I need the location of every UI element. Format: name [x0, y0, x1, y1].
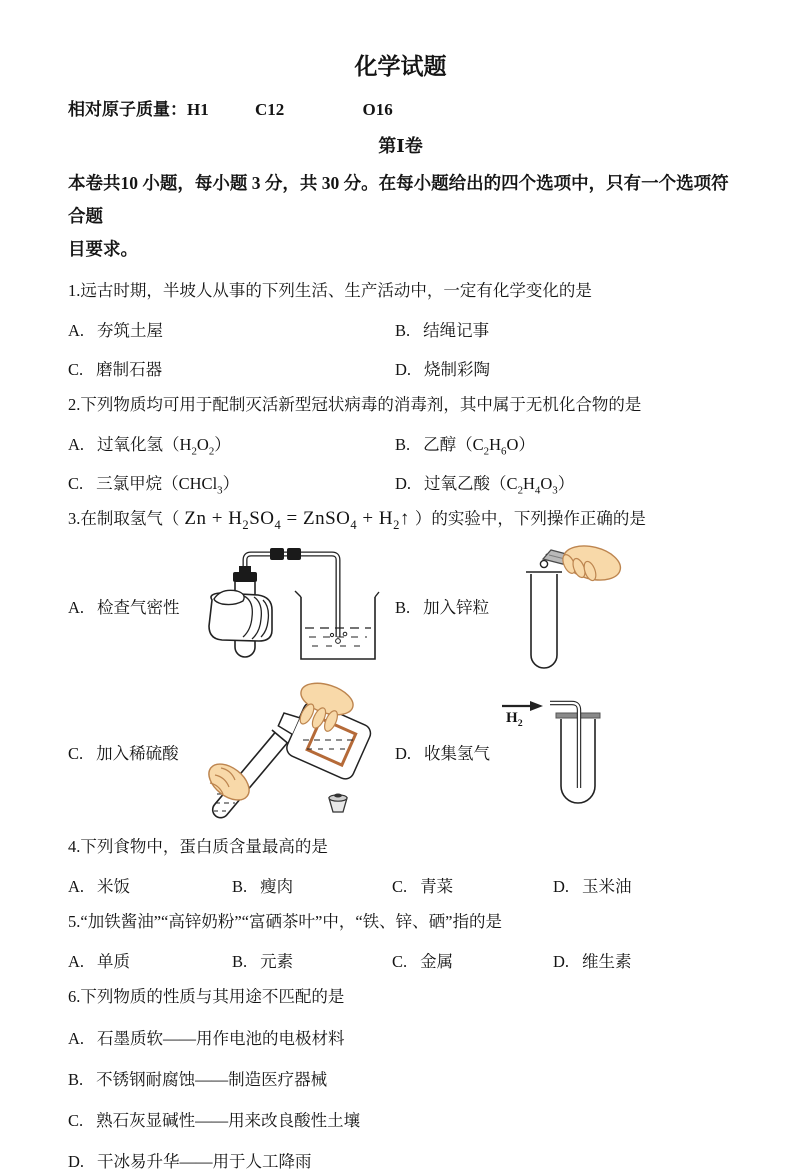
option-6d: D. 干冰易升华——用于人工降雨	[68, 1152, 312, 1171]
tube-connector	[287, 548, 301, 560]
option-2c-text: 三氯甲烷（CHCl$_3$）	[96, 474, 240, 497]
option-4b: B. 瘦肉	[232, 877, 294, 896]
question-2-options-row-2	[68, 470, 733, 497]
option-3a: A. 检查气密性	[68, 540, 395, 672]
hand	[560, 540, 624, 585]
option-6d-text: 干冰易升华——用于人工降雨	[97, 1152, 312, 1171]
option-1d-text: 烧制彩陶	[424, 360, 491, 379]
option-4b-text: 瘦肉	[260, 877, 294, 896]
question-5-options	[68, 948, 733, 972]
question-3-stem: 3.在制取氢气（ $Zn + H_2SO_4$ = ZnSO$_4$ + $H_2↑$ ）的实验中，下列操作正确的是	[68, 508, 646, 532]
option-1a-text: 夯筑土屋	[97, 321, 164, 340]
option-4c: C. 青菜	[392, 877, 454, 896]
zinc-granule	[541, 560, 548, 567]
instructions-line-1: 本卷共10 小题，每小题 3 分，共 30 分。在每小题给出的四个选项中，只有一个选项符合题	[68, 173, 729, 226]
option-3a-text: 检查气密性	[97, 598, 180, 617]
option-5b-text: 元素	[260, 952, 294, 971]
check-airtightness-diagram	[188, 540, 380, 672]
atomic-mass-h: H1	[187, 100, 209, 119]
h2-gas-label: $H_2$	[506, 710, 523, 729]
chemical-equation: $Zn + H_2SO_4$ = ZnSO$_4$ + $H_2↑$	[184, 508, 410, 532]
question-3-diagram-row-1	[68, 538, 733, 674]
question-5-stem: 5.“加铁酱油”“高锌奶粉”“富硒茶叶”中，“铁、锌、硒”指的是	[68, 912, 502, 931]
question-5	[68, 911, 733, 972]
option-1c-text: 磨制石器	[96, 360, 163, 379]
option-3b-text: 加入锌粒	[423, 598, 490, 617]
question-3-diagram-row-2	[68, 682, 733, 822]
question-2-stem: 2.下列物质均可用于配制灭活新型冠状病毒的消毒剂，其中属于无机化合物的是	[68, 395, 642, 414]
option-2a-text: 过氧化氢$(H_2O_2)$	[97, 435, 231, 458]
question-2-options-row-1	[68, 431, 733, 458]
option-5b: B. 元素	[232, 952, 294, 971]
atomic-mass-o: O16	[362, 100, 393, 119]
option-6b-text: 不锈钢耐腐蚀——制造医疗器械	[96, 1070, 328, 1089]
option-3b: B. 加入锌粒	[395, 538, 623, 674]
option-4a-text: 米饭	[97, 877, 131, 896]
option-3c-text: 加入稀硫酸	[96, 744, 179, 763]
atomic-mass-c: C12	[254, 100, 285, 119]
question-1	[68, 280, 733, 380]
option-1b: B. 结绳记事	[395, 321, 490, 340]
add-zinc-diagram	[497, 538, 623, 674]
option-4c-text: 青菜	[420, 877, 454, 896]
option-1a: A. 夯筑土屋	[68, 321, 164, 340]
option-6b: B. 不锈钢耐腐蚀——制造医疗器械	[68, 1070, 328, 1089]
option-5d: D. 维生素	[553, 952, 632, 971]
option-2a: A. 过氧化氢$(H_2O_2)$	[68, 435, 231, 458]
question-4	[68, 836, 733, 897]
rubber-stopper	[233, 566, 257, 582]
option-3c: C. 加入稀硫酸	[68, 682, 395, 822]
bubble	[335, 639, 340, 644]
option-6c: C. 熟石灰显碱性——用来改良酸性土壤	[68, 1111, 361, 1130]
instructions	[68, 167, 733, 266]
question-4-stem: 4.下列食物中，蛋白质含量最高的是	[68, 837, 328, 856]
question-1-options-row-2	[68, 356, 733, 380]
option-1b-text: 结绳记事	[423, 321, 490, 340]
option-6a-text: 石墨质软——用作电池的电极材料	[97, 1029, 345, 1048]
option-3d: D. 收集氢气 $H_2$	[395, 691, 616, 813]
bubble	[343, 632, 347, 636]
option-2b: B. 乙醇$(C_2H_6O)$	[395, 435, 535, 458]
option-2b-text: 乙醇$(C_2H_6O)$	[423, 435, 535, 458]
bubble	[330, 633, 333, 636]
atomic-mass-label: 相对原子质量：	[68, 100, 187, 119]
option-5c-text: 金属	[420, 952, 454, 971]
option-2d: D. 过氧乙酸$(C_2H_4O_3)$	[395, 474, 575, 497]
test-tube	[526, 572, 562, 668]
page-title: 化学试题	[354, 54, 447, 79]
add-acid-diagram	[187, 682, 377, 822]
option-1d: D. 烧制彩陶	[395, 360, 491, 379]
option-6a: A. 石墨质软——用作电池的电极材料	[68, 1029, 345, 1048]
question-3	[68, 508, 733, 822]
option-5c: C. 金属	[392, 952, 454, 971]
tube-connector	[270, 548, 284, 560]
question-1-stem: 1.远古时期，半坡人从事的下列生活、生产活动中，一定有化学变化的是	[68, 281, 592, 300]
question-4-options	[68, 873, 733, 897]
instructions-line-2: 目要求。	[68, 239, 138, 259]
option-2c: C. 三氯甲烷（CHCl$_3$）	[68, 474, 240, 497]
part-header: 第Ⅰ卷	[378, 136, 423, 156]
option-3d-text: 收集氢气	[424, 744, 491, 763]
question-6-stem: 6.下列物质的性质与其用途不匹配的是	[68, 987, 345, 1006]
option-4d: D. 玉米油	[553, 877, 632, 896]
hand-fist	[209, 590, 272, 641]
option-4d-text: 玉米油	[582, 877, 632, 896]
question-6	[68, 986, 733, 1172]
option-5a: A. 单质	[68, 952, 131, 971]
collect-hydrogen-wrap	[498, 691, 616, 813]
atomic-mass-line	[68, 95, 733, 120]
question-1-options-row-1	[68, 317, 733, 341]
option-1c: C. 磨制石器	[68, 360, 163, 379]
question-2	[68, 394, 733, 497]
option-5d-text: 维生素	[582, 952, 632, 971]
glass-stopper-on-table	[329, 794, 347, 813]
option-6c-text: 熟石灰显碱性——用来改良酸性土壤	[96, 1111, 361, 1130]
option-4a: A. 米饭	[68, 877, 131, 896]
option-5a-text: 单质	[97, 952, 131, 971]
option-2d-text: 过氧乙酸$(C_2H_4O_3)$	[424, 474, 575, 497]
